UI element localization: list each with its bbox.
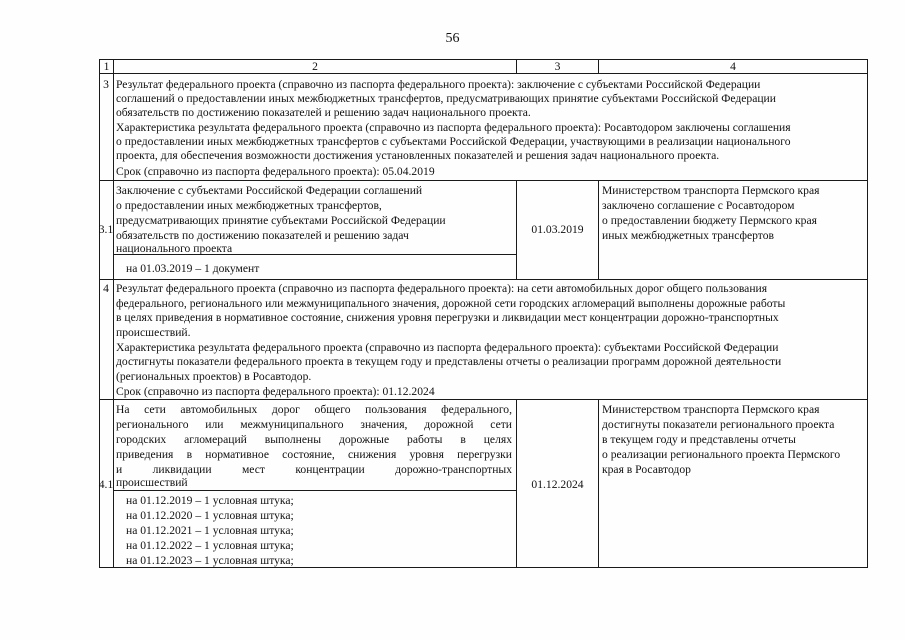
row-3-line: обязательств по достижению показателей и решению задач национального проекта. [116, 106, 531, 119]
row-3-1-responsible: иных межбюджетных трансфертов [602, 229, 774, 242]
row-4-1-indicator: на 01.12.2019 – 1 условная штука; [126, 494, 294, 507]
row-4-1-responsible: Министерством транспорта Пермского края [602, 403, 820, 416]
row-3-1-responsible: Министерством транспорта Пермского края [602, 184, 820, 197]
page-number: 56 [445, 31, 460, 46]
row-3-line: о предоставлении иных межбюджетных трансфертов с субъектами Российской Федерации, участвующими в реализации национального [116, 135, 791, 148]
row-3-line: проекта, для обеспечения возможности достижения установленных показателей и решения задач национального проекта. [116, 149, 720, 162]
row-4-deadline: Срок (справочно из паспорта федерального проекта): 01.12.2024 [116, 385, 435, 398]
row-3-1-indicator: на 01.03.2019 – 1 документ [126, 262, 260, 275]
results-table [99, 59, 868, 568]
row-4-1-responsible: достигнуты показатели регионального проекта [602, 418, 835, 431]
row-4-1-line: и ликвидации мест концентрации дорожно-транспортных [116, 463, 512, 476]
header-col-3: 3 [554, 60, 561, 73]
row-3-1-line: обязательств по достижению показателей и решению задач [116, 229, 409, 242]
row-3-line: Характеристика результата федерального проекта (справочно из паспорта федерального проекта): Росавтодором заключены соглашения [116, 121, 791, 134]
row-3-1-responsible: заключено соглашение с Росавтодором [602, 199, 795, 212]
row-4-line: Характеристика результата федерального проекта (справочно из паспорта федерального проекта): субъектами Российской Федерации [116, 341, 779, 354]
row-3-1-responsible: о предоставлении бюджету Пермского края [602, 214, 817, 227]
row-divider-4 [99, 399, 868, 400]
row-3-1-line: о предоставлении иных межбюджетных трансфертов, [116, 199, 382, 212]
row-4-1-line: приведения в нормативное состояние, снижения уровня перегрузки [116, 448, 512, 461]
row-4-1-responsible: о реализации регионального проекта Пермского [602, 448, 841, 461]
row-4-1-indicator: на 01.12.2020 – 1 условная штука; [126, 509, 294, 522]
row-3-1-line: национального проекта [116, 242, 233, 255]
row-divider-3 [99, 180, 868, 181]
row-4-line: федерального, регионального или межмуниципального значения, дорожной сети городских агломераций выполнены дорожные работы [116, 297, 786, 310]
row-3-1-line: Заключение с субъектами Российской Федерации соглашений [116, 184, 423, 197]
row-4-line: (региональных проектов) в Росавтодор. [116, 370, 312, 383]
header-col-1: 1 [103, 60, 110, 73]
row-4-line: Результат федерального проекта (справочно из паспорта федерального проекта): на сети автомобильных дорог общего пользования [116, 282, 768, 295]
row-4-1-indicator: на 01.12.2022 – 1 условная штука; [126, 539, 294, 552]
row-4-1-line: На сети автомобильных дорог общего пользования федерального, [116, 403, 512, 416]
col-divider-3-row41 [598, 399, 599, 568]
row-4-1-line: происшествий [116, 476, 188, 489]
row-4-1-responsible: в текущем году и представлены отчеты [602, 433, 796, 446]
row-3-line: соглашений о предоставлении иных межбюджетных трансфертов, предусматривающих принятие субъектами Российской Федерации [116, 92, 776, 105]
header-col-4: 4 [730, 60, 736, 73]
row-number-4-1: 4.1 [98, 478, 114, 491]
row-3-deadline: Срок (справочно из паспорта федерального проекта): 05.04.2019 [116, 165, 435, 178]
row-4-1-line: городских агломераций выполнены дорожные работы в целях [116, 433, 512, 446]
row-4-line: в целях приведения в нормативное состояние, снижения уровня перегрузки и ликвидации мест концентрации дорожно-транспортных [116, 311, 779, 324]
row-3-line: Результат федерального проекта (справочно из паспорта федерального проекта): заключение с субъектами Российской Федерации [116, 78, 761, 91]
row-4-line: происшествий. [116, 326, 191, 339]
subcell-divider-4-1 [113, 490, 516, 491]
row-divider-3-1 [99, 279, 868, 280]
row-3-1-line: предусматривающих принятие субъектами Российской Федерации [116, 214, 446, 227]
row-4-1-responsible: края в Росавтодор [602, 463, 691, 476]
row-4-line: достигнуты показатели федерального проекта в текущем году и представлены отчеты о реализации программ дорожной деятельности [116, 355, 782, 368]
row-number-3-1: 3.1 [98, 223, 114, 236]
row-4-1-date: 01.12.2024 [531, 478, 584, 491]
row-number-4: 4 [103, 282, 109, 295]
row-4-1-line: регионального или межмуниципального значения, дорожной сети [116, 418, 512, 431]
table-border-right [867, 59, 868, 568]
col-divider-3-row31 [598, 180, 599, 280]
header-col-2: 2 [312, 60, 318, 73]
row-4-1-indicator: на 01.12.2023 – 1 условная штука; [126, 554, 294, 567]
row-4-1-indicator: на 01.12.2021 – 1 условная штука; [126, 524, 294, 537]
row-3-1-date: 01.03.2019 [531, 223, 584, 236]
row-number-3: 3 [103, 78, 109, 91]
